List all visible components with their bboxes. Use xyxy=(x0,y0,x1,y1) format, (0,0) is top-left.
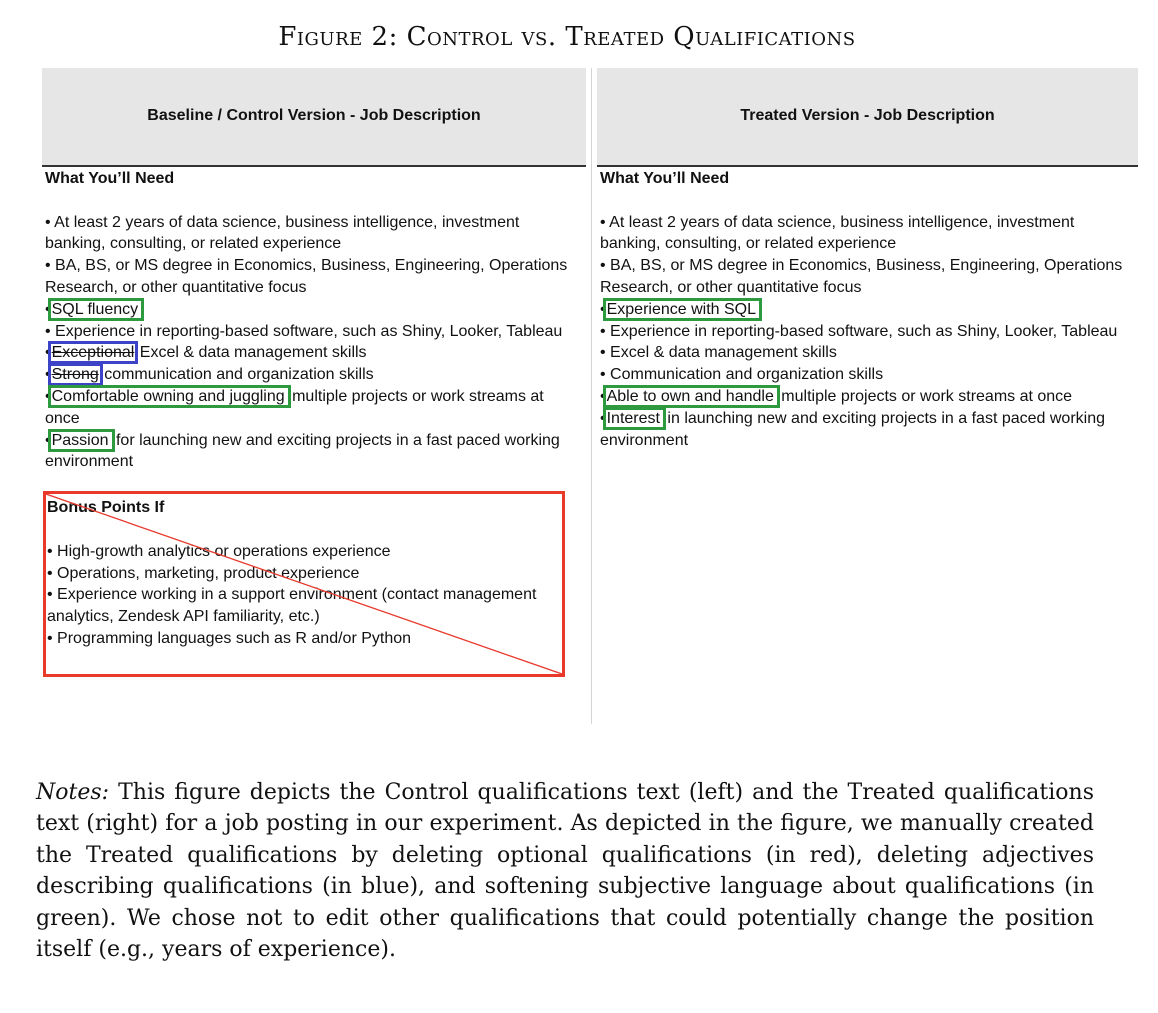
control-panel xyxy=(42,68,586,724)
control-panel-header: Baseline / Control Version - Job Description xyxy=(42,68,586,167)
treated-section-title: What You’ll Need xyxy=(600,170,730,187)
control-item: •Strong communication and organization skills xyxy=(45,366,374,384)
notes-text: This figure depicts the Control qualifications text (left) and the Treated qualifications text (right) for a job posting in our experiment. As depicted in the figure, we manually created the Treated qualifications by deleting optional qualifications (in red), deleting adjectives describing qualifications (in blue), and softening subjective language about qualifications (in green). We chose not to edit other qualifications that could potentially change the position itself (e.g., years of experience). xyxy=(36,780,1094,963)
treated-item: • BA, BS, or MS degree in Economics, Business, Engineering, Operations Research, or other quantitative focus xyxy=(600,257,1123,296)
treated-item: • At least 2 years of data science, business intelligence, investment banking, consulting, or related experience xyxy=(600,213,1075,253)
notes-label: Notes: xyxy=(36,780,110,805)
control-item: •Passion for launching new and exciting projects in a fast paced working environment xyxy=(45,431,560,471)
treated-item: • Communication and organization skills xyxy=(600,366,884,384)
treated-item: •Experience with SQL xyxy=(600,299,1134,321)
bonus-item: • Programming languages such as R and/or Python xyxy=(47,629,412,647)
treated-panel-header: Treated Version - Job Description xyxy=(597,68,1138,167)
green-highlight-box: Interest xyxy=(606,410,663,427)
treated-item: •Able to own and handle multiple projects or work streams at once xyxy=(600,387,1073,405)
control-section-title: What You’ll Need xyxy=(45,170,175,187)
control-item: •SQL fluency xyxy=(45,299,582,321)
panel-divider xyxy=(591,68,592,724)
control-item: •Comfortable owning and juggling multiple projects or work streams at once xyxy=(45,387,544,427)
bonus-title: Bonus Points If xyxy=(47,499,165,517)
figure-notes xyxy=(36,777,1094,965)
green-highlight-box: Able to own and handle xyxy=(606,388,777,405)
figure-title: Figure 2: Control vs. Treated Qualifications xyxy=(278,22,856,52)
blue-highlight-box: Exceptional xyxy=(51,344,135,362)
treated-panel xyxy=(597,68,1138,724)
bonus-section-red-box xyxy=(43,491,565,677)
green-highlight-box: Comfortable owning and juggling xyxy=(51,388,288,405)
treated-item: • Experience in reporting-based software, such as Shiny, Looker, Tableau xyxy=(600,322,1118,340)
blue-highlight-box: Strong xyxy=(51,366,99,384)
control-item: • BA, BS, or MS degree in Economics, Business, Engineering, Operations Research, or other quantitative focus xyxy=(45,257,568,296)
strike-diagonal-line xyxy=(46,494,562,674)
green-highlight-box: SQL fluency xyxy=(51,301,142,318)
bonus-item: • Operations, marketing, product experience xyxy=(47,564,360,582)
bonus-item: • Experience working in a support environment (contact management analytics, Zendesk API familiarity, etc.) xyxy=(47,586,537,626)
treated-item: • Excel & data management skills xyxy=(600,344,837,362)
control-item: •Exceptional Excel & data management skills xyxy=(45,344,367,362)
control-item: • Experience in reporting-based software, such as Shiny, Looker, Tableau xyxy=(45,322,563,340)
green-highlight-box: Experience with SQL xyxy=(606,301,759,318)
green-highlight-box: Passion xyxy=(51,432,112,449)
bonus-item: • High-growth analytics or operations experience xyxy=(47,542,391,560)
control-item: • At least 2 years of data science, business intelligence, investment banking, consulting, or related experience xyxy=(45,213,520,253)
treated-item: •Interest in launching new and exciting projects in a fast paced working environment xyxy=(600,409,1106,449)
